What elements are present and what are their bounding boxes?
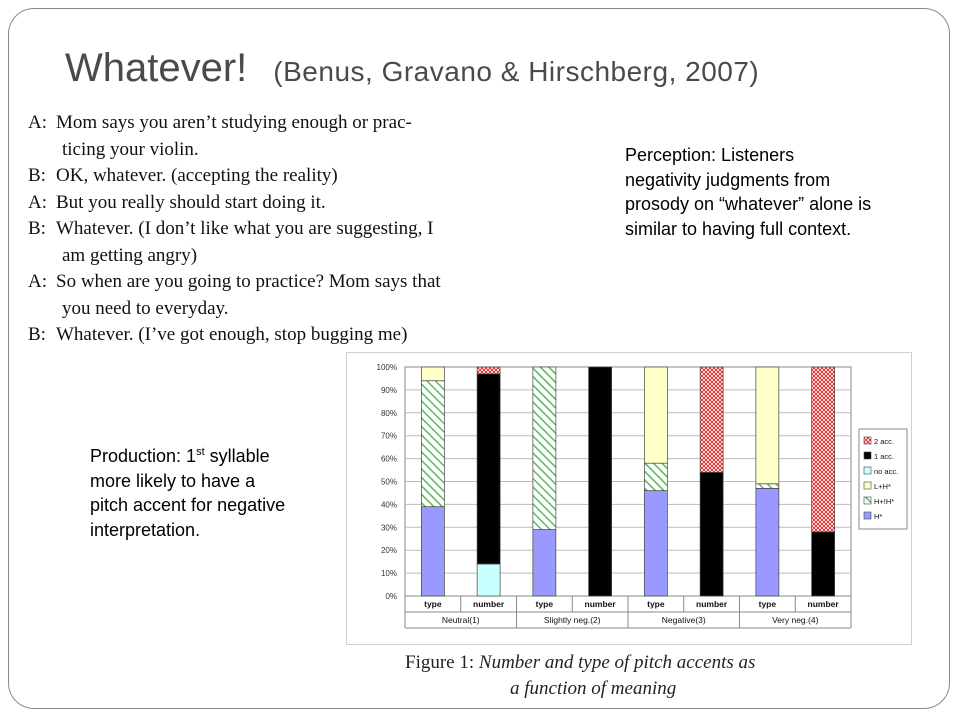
x-category-label: number bbox=[696, 599, 728, 609]
y-tick-label: 70% bbox=[380, 431, 397, 441]
caption-label: Figure 1: bbox=[405, 652, 475, 673]
dialog-utterance bbox=[56, 163, 533, 190]
legend-swatch bbox=[864, 437, 871, 444]
dialog-turn bbox=[28, 322, 533, 349]
legend-label: H* bbox=[874, 512, 883, 521]
bar-segment-h bbox=[533, 530, 556, 596]
legend-label: no acc. bbox=[874, 467, 899, 476]
bar-segment-h-h bbox=[644, 463, 667, 490]
x-category-label: type bbox=[647, 599, 665, 609]
x-group-label: Very neg.(4) bbox=[772, 615, 819, 625]
x-group-label: Negative(3) bbox=[661, 615, 706, 625]
bar-segment-h bbox=[644, 491, 667, 596]
bar-segment-two-acc bbox=[700, 367, 723, 472]
dialog-line: ticing your violin. bbox=[62, 138, 199, 160]
dialog-line: But you really should start doing it. bbox=[56, 191, 326, 213]
dialog-line: you need to everyday. bbox=[62, 297, 229, 319]
y-tick-label: 80% bbox=[380, 408, 397, 418]
dialog-line: am getting angry) bbox=[62, 244, 198, 266]
legend-label: 1 acc. bbox=[874, 452, 895, 461]
bar-segment-one-acc bbox=[812, 532, 835, 596]
dialog-turn bbox=[28, 190, 533, 217]
x-category-label: type bbox=[535, 599, 554, 609]
legend-label: H+!H* bbox=[874, 497, 895, 506]
dialog-turn bbox=[28, 110, 533, 163]
dialog-utterance bbox=[56, 269, 533, 322]
dialog-line: OK, whatever. (accepting the reality) bbox=[56, 165, 338, 186]
legend-swatch bbox=[864, 467, 871, 474]
x-category-label: number bbox=[473, 599, 505, 609]
bar-segment-two-acc bbox=[812, 367, 835, 532]
bar-segment-h bbox=[421, 507, 444, 596]
bar-segment-l-h bbox=[644, 367, 667, 463]
x-category-label: number bbox=[807, 599, 839, 609]
y-tick-label: 20% bbox=[380, 546, 397, 556]
production-text-end: syllable more likely to have a pitch accent for negative interpretation. bbox=[90, 446, 286, 540]
caption-line-1: Number and type of pitch accents as bbox=[478, 652, 756, 673]
y-tick-label: 0% bbox=[385, 592, 397, 601]
x-category-label: number bbox=[584, 599, 616, 609]
dialog-line: Whatever. (I don’t like what you are suggesting, I bbox=[56, 218, 434, 239]
bar-segment-h-h bbox=[421, 381, 444, 507]
dialog-utterance bbox=[56, 322, 533, 349]
production-text-start: Production: 1 bbox=[90, 446, 197, 466]
dialog-utterance bbox=[56, 110, 533, 163]
figure-caption bbox=[405, 650, 765, 702]
bar-segment-l-h bbox=[756, 367, 779, 484]
bar-segment-l-h bbox=[421, 367, 444, 381]
y-tick-label: 60% bbox=[380, 454, 397, 464]
dialog-speaker: B: bbox=[28, 218, 46, 239]
legend-label: L+H* bbox=[874, 482, 891, 491]
perception-note: Perception: Listeners negativity judgments from prosody on “whatever” alone is similar to having full context. bbox=[625, 145, 872, 239]
dialog-speaker: A: bbox=[28, 191, 47, 213]
caption-line-2: a function of meaning bbox=[510, 678, 677, 699]
legend-swatch bbox=[864, 452, 871, 459]
x-group-label: Slightly neg.(2) bbox=[543, 615, 601, 625]
title-main: Whatever! bbox=[65, 46, 248, 90]
x-group-label: Neutral(1) bbox=[441, 615, 480, 625]
bar-segment-h bbox=[756, 488, 779, 596]
bar-segment-h-h bbox=[533, 367, 556, 530]
production-superscript: st bbox=[196, 446, 205, 458]
y-tick-label: 90% bbox=[380, 385, 397, 395]
bar-segment-one-acc bbox=[700, 472, 723, 596]
dialog-line: Mom says you aren’t studying enough or prac- bbox=[56, 112, 412, 133]
legend-swatch bbox=[864, 512, 871, 519]
y-tick-label: 40% bbox=[380, 500, 397, 510]
x-category-label: type bbox=[424, 599, 442, 609]
chart-svg bbox=[347, 353, 913, 646]
production-note bbox=[90, 440, 290, 542]
slide-title bbox=[65, 46, 759, 91]
legend-label: 2 acc. bbox=[874, 437, 895, 446]
dialog-speaker: A: bbox=[28, 112, 47, 133]
dialog-line: So when are you going to practice? Mom says that bbox=[56, 271, 441, 292]
y-tick-label: 50% bbox=[380, 477, 397, 487]
dialog-turn bbox=[28, 269, 533, 322]
dialog-excerpt bbox=[28, 110, 533, 349]
dialog-utterance bbox=[56, 216, 533, 269]
dialog-turn bbox=[28, 216, 533, 269]
legend-swatch bbox=[864, 482, 871, 489]
dialog-utterance bbox=[56, 190, 533, 217]
bar-segment-two-acc bbox=[477, 367, 500, 374]
title-citation: (Benus, Gravano & Hirschberg, 2007) bbox=[273, 56, 760, 87]
dialog-speaker: B: bbox=[28, 165, 46, 186]
y-tick-label: 100% bbox=[376, 363, 397, 372]
dialog-line: Whatever. (I’ve got enough, stop bugging me) bbox=[56, 324, 408, 345]
bar-segment-no-acc bbox=[477, 564, 500, 596]
y-tick-label: 30% bbox=[380, 523, 397, 533]
x-category-label: type bbox=[758, 599, 777, 609]
legend-swatch bbox=[864, 497, 871, 504]
dialog-speaker: B: bbox=[28, 324, 46, 345]
y-tick-label: 10% bbox=[380, 569, 397, 579]
bar-segment-one-acc bbox=[477, 374, 500, 564]
bar-segment-one-acc bbox=[589, 367, 612, 596]
bar-segment-h-h bbox=[756, 484, 779, 489]
dialog-turn bbox=[28, 163, 533, 190]
pitch-accent-chart bbox=[346, 352, 912, 645]
dialog-speaker: A: bbox=[28, 271, 47, 292]
